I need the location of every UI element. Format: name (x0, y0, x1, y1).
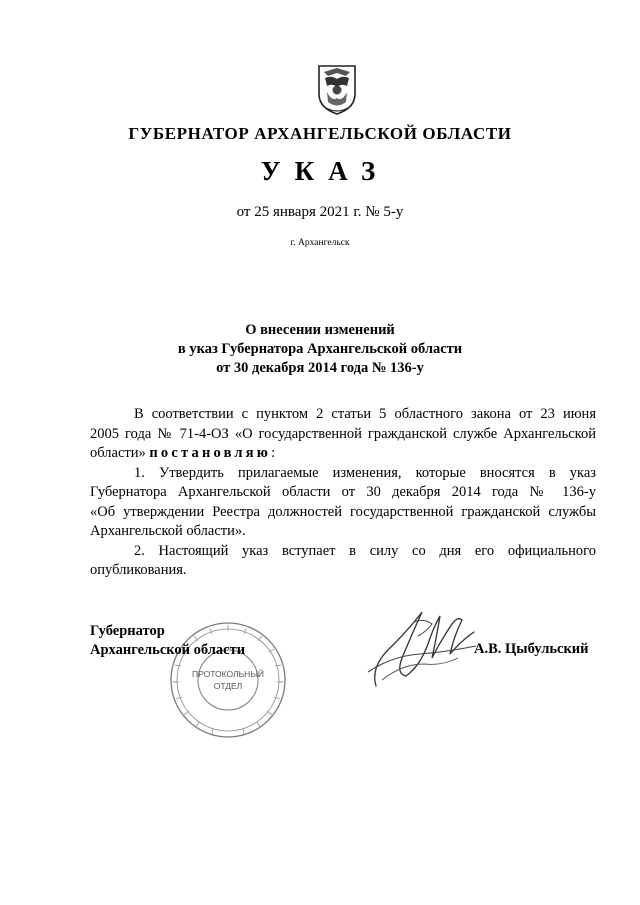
body-line: 2. Настоящий указ вступает в силу со дня его официального (134, 542, 596, 559)
authority-title: ГУБЕРНАТОР АРХАНГЕЛЬСКОЙ ОБЛАСТИ (128, 124, 512, 143)
body-line: «Об утверждении Реестра должностей государственной гражданской службы (90, 503, 596, 520)
body-line: 2005 года № 71-4-ОЗ «О государственной гражданской службе Архангельской (90, 425, 596, 442)
body-line: В соответствии с пунктом 2 статьи 5 областного закона от 23 июня (134, 406, 596, 422)
body-line (90, 444, 596, 464)
body-line: Губернатора Архангельской области от 30 декабря 2014 года № 136-у (90, 484, 596, 500)
handwritten-signature (362, 606, 482, 694)
signatory-position-line: Архангельской области (90, 642, 246, 658)
postanovlyayu-word: постановляю (149, 445, 272, 461)
body-line: Архангельской области». (90, 523, 246, 539)
body-text: области» (90, 445, 150, 461)
seal-center-text: ОТДЕЛ (213, 681, 243, 691)
city-line: г. Архангельск (290, 238, 350, 248)
signer-name: А.В. Цыбульский (474, 641, 589, 657)
decree-subject (0, 321, 640, 378)
decree-body (90, 405, 596, 581)
body-text: : (271, 445, 276, 461)
signatory-position (90, 622, 245, 660)
seal-center-text: ПРОТОКОЛЬНЫЙ (192, 669, 264, 679)
coat-of-arms-icon (315, 62, 359, 116)
date-and-number: от 25 января 2021 г. № 5-у (236, 204, 404, 220)
subject-line: О внесении изменений (245, 322, 395, 338)
document-type: УКАЗ (260, 156, 390, 186)
body-line: 1. Утвердить прилагаемые изменения, которые вносятся в указ (134, 464, 596, 481)
signatory-position-line: Губернатор (90, 623, 165, 639)
body-line: опубликования. (90, 562, 187, 578)
subject-line: в указ Губернатора Архангельской области (177, 341, 463, 357)
subject-line: от 30 декабря 2014 года № 136-у (216, 360, 424, 376)
